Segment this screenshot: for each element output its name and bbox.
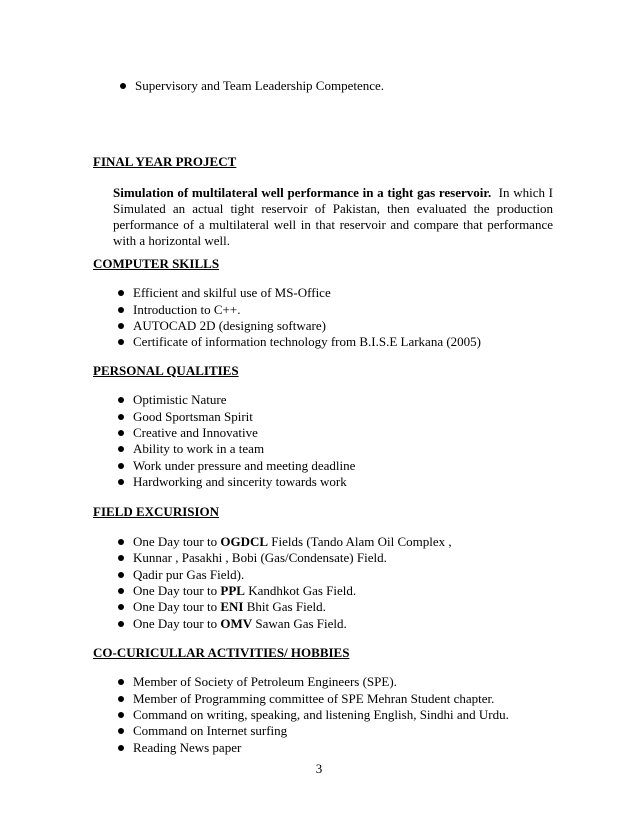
bullet-icon — [118, 555, 124, 561]
project-title: Simulation of multilateral well performance in a tight gas reservoir. — [113, 185, 492, 200]
bullet-icon — [118, 446, 124, 452]
bullet-icon — [118, 479, 124, 485]
list-item-text: One Day tour to OGDCL Fields (Tando Alam Oil Complex , — [133, 534, 452, 549]
list-item-text: Good Sportsman Spirit — [133, 409, 253, 424]
bullet-icon — [118, 745, 124, 751]
list-item-text: Introduction to C++. — [133, 302, 241, 317]
bullet-icon — [118, 696, 124, 702]
bullet-icon — [118, 430, 124, 436]
section-heading-co-curricular: CO-CURICULLAR ACTIVITIES/ HOBBIES — [93, 645, 350, 660]
list-item-text: Hardworking and sincerity towards work — [133, 474, 347, 489]
list-item-text: Efficient and skilful use of MS-Office — [133, 285, 331, 300]
bullet-icon — [118, 588, 124, 594]
bullet-icon — [118, 339, 124, 345]
bullet-icon — [118, 397, 124, 403]
list-item-text: Certificate of information technology from B.I.S.E Larkana (2005) — [133, 334, 482, 349]
list-item-text: One Day tour to OMV Sawan Gas Field. — [133, 616, 347, 631]
bullet-icon — [118, 463, 124, 469]
list-item-text: One Day tour to PPL Kandhkot Gas Field. — [133, 583, 357, 598]
list-item-text: Member of Society of Petroleum Engineers (SPE). — [133, 674, 397, 689]
section-heading-field-excursion: FIELD EXCURISION — [93, 504, 220, 519]
bullet-icon — [118, 679, 124, 685]
list-item-text: Command on Internet surfing — [133, 723, 288, 738]
bullet-icon — [118, 323, 124, 329]
list-item-text: Member of Programming committee of SPE Mehran Student chapter. — [133, 691, 495, 706]
list-item-text: Reading News paper — [133, 740, 242, 755]
bullet-icon — [120, 83, 126, 89]
bullet-icon — [118, 712, 124, 718]
list-item-text: Qadir pur Gas Field). — [133, 567, 245, 582]
section-heading-final-year-project: FINAL YEAR PROJECT — [93, 154, 237, 169]
list-item-text: Work under pressure and meeting deadline — [133, 458, 356, 473]
bullet-icon — [118, 604, 124, 610]
bullet-icon — [118, 621, 124, 627]
list-item-text: Optimistic Nature — [133, 392, 227, 407]
list-item-text: AUTOCAD 2D (designing software) — [133, 318, 326, 333]
bullet-icon — [118, 290, 124, 296]
bullet-icon — [118, 728, 124, 734]
bullet-icon — [118, 307, 124, 313]
bullet-icon — [118, 414, 124, 420]
final-year-project-paragraph — [113, 185, 553, 249]
project-description: In which I Simulated an actual tight reservoir of Pakistan, then evaluated the production performance of a multilateral well in that reservoir and compare that performance with a horizontal well. — [113, 185, 554, 248]
bullet-icon — [118, 572, 124, 578]
section-heading-computer-skills: COMPUTER SKILLS — [93, 256, 220, 271]
bullet-icon — [118, 539, 124, 545]
list-item-text: Kunnar , Pasakhi , Bobi (Gas/Condensate) Field. — [133, 550, 387, 565]
list-item-text: Creative and Innovative — [133, 425, 258, 440]
list-item-text: One Day tour to ENI Bhit Gas Field. — [133, 599, 326, 614]
list-item-text: Ability to work in a team — [133, 441, 265, 456]
list-item-text: Command on writing, speaking, and listening English, Sindhi and Urdu. — [133, 707, 509, 722]
list-item-text: Supervisory and Team Leadership Competence. — [135, 78, 385, 93]
section-heading-personal-qualities: PERSONAL QUALITIES — [93, 363, 239, 378]
page-number: 3 — [315, 761, 323, 776]
